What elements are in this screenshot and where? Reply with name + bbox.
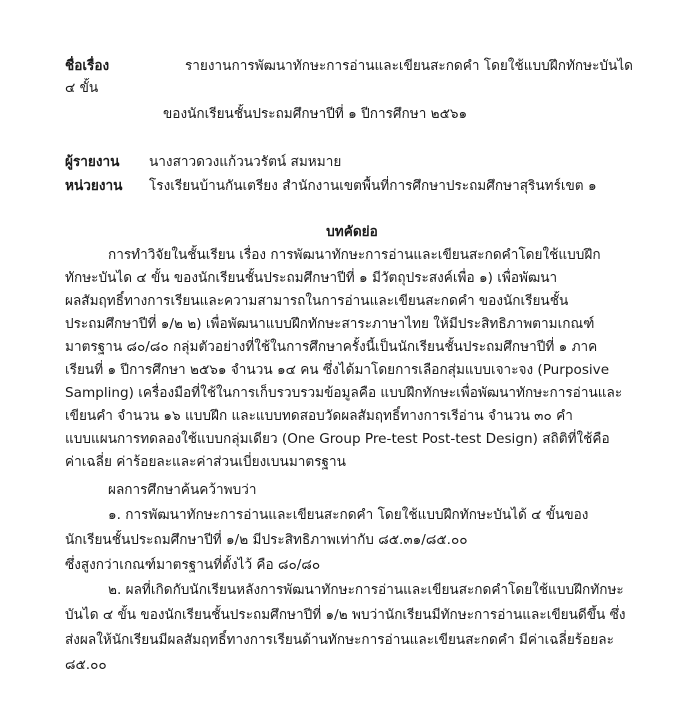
result2-line: ๒. ผลที่เกิดกับนักเรียนหลังการพัฒนาทักษะการอ่านและเขียนสะกดคำโดยใช้แบบฝึกทักษะ xyxy=(108,582,624,598)
abstract-line: ค่าเฉลี่ย ค่าร้อยละและค่าส่วนเบี่ยงเบนมาตรฐาน xyxy=(65,454,346,470)
title-label: ชื่อเรื่อง xyxy=(65,58,110,74)
abstract-line: ทักษะบันได ๔ ขั้น ของนักเรียนชั้นประถมศึกษาปีที่ ๑ มีวัตถุประสงค์เพื่อ ๑) เพื่อพัฒนา xyxy=(65,270,558,286)
abstract-line: เรียนที่ ๑ ปีการศึกษา ๒๕๖๑ จำนวน ๑๔ คน ซึ่งได้มาโดยการเลือกสุ่มแบบเจาะจง (Purposive xyxy=(65,362,610,378)
result1-line: นักเรียนชั้นประถมศึกษาปีที่ ๑/๒ มีประสิทธิภาพเท่ากับ ๘๕.๓๑/๘๕.๐๐ xyxy=(65,532,468,548)
author-row xyxy=(65,152,639,172)
abstract-line: เขียนคำ จำนวน ๑๖ แบบฝึก และแบบทดสอบวัดผลสัมฤทธิ์ทางการเรีอ่าน จำนวน ๓๐ คำ xyxy=(65,408,573,424)
abstract-line: มาตรฐาน ๘๐/๘๐ กลุ่มตัวอย่างที่ใช้ในการศึกษาครั้งนี้เป็นนักเรียนชั้นประถมศึกษาปีที่ ๑ ภาค xyxy=(65,339,598,355)
result1-line: ๑. การพัฒนาทักษะการอ่านและเขียนสะกดคำ โดยใช้แบบฝึกทักษะบันได้ ๔ ขั้นของ xyxy=(108,507,589,523)
result2-line: ส่งผลให้นักเรียนมีผลสัมฤทธิ์ทางการเรียนด้านทักษะการอ่านและเขียนสะกดคำ มีค่าเฉลี่ยร้อยละ xyxy=(65,632,614,648)
result2-line: บันได ๔ ขั้น ของนักเรียนชั้นประถมศึกษาปีที่ ๑/๒ พบว่านักเรียนมีทักษะการอ่านและเขียนดีขึ้น ซึ่ง xyxy=(65,607,626,623)
org-row xyxy=(65,176,639,196)
title-text-line3: ของนักเรียนชั้นประถมศึกษาปีที่ ๑ ปีการศึกษา ๒๕๖๑ xyxy=(163,106,468,122)
abstract-line: ประถมศึกษาปีที่ ๑/๒ ๒) เพื่อพัฒนาแบบฝึกทักษะสาระภาษาไทย ให้มีประสิทธิภาพตามเกณฑ์ xyxy=(65,316,595,332)
results-intro: ผลการศึกษาค้นคว้าพบว่า xyxy=(108,482,257,498)
abstract-line: Sampling) เครื่องมือที่ใช้ในการเก็บรวบรวมข้อมูลคือ แบบฝึกทักษะเพื่อพัฒนาทักษะการอ่านและ xyxy=(65,385,623,401)
result1-line: ซึ่งสูงกว่าเกณฑ์มาตรฐานที่ตั้งไว้ คือ ๘๐/๘๐ xyxy=(65,557,321,573)
title-text-line1: รายงานการพัฒนาทักษะการอ่านและเขียนสะกดคำ โดยใช้แบบฝึกทักษะบันได xyxy=(185,58,634,74)
title-text-line2: ๔ ขั้น xyxy=(65,80,99,96)
abstract-line: แบบแผนการทดลองใช้แบบกลุ่มเดียว (One Group Pre-test Post-test Design) สถิติที่ใช้คือ xyxy=(65,431,610,447)
org-label: หน่วยงาน xyxy=(65,178,123,194)
author-value: นางสาวดวงแก้วนวรัตน์ สมหมาย xyxy=(149,154,342,170)
abstract-line: การทำวิจัยในชั้นเรียน เรื่อง การพัฒนาทักษะการอ่านและเขียนสะกดคำโดยใช้แบบฝึก xyxy=(108,247,601,263)
org-value: โรงเรียนบ้านกันเตรียง สำนักงานเขตพื้นที่การศึกษาประถมศึกษาสุรินทร์เขต ๑ xyxy=(149,178,597,194)
abstract-heading: บทคัดย่อ xyxy=(326,224,378,240)
author-label: ผู้รายงาน xyxy=(65,154,120,170)
abstract-line: ผลสัมฤทธิ์ทางการเรียนและความสามารถในการอ่านและเขียนสะกดคำ ของนักเรียนชั้น xyxy=(65,293,569,309)
result2-line: ๘๕.๐๐ xyxy=(65,657,107,673)
title-row xyxy=(65,56,639,76)
